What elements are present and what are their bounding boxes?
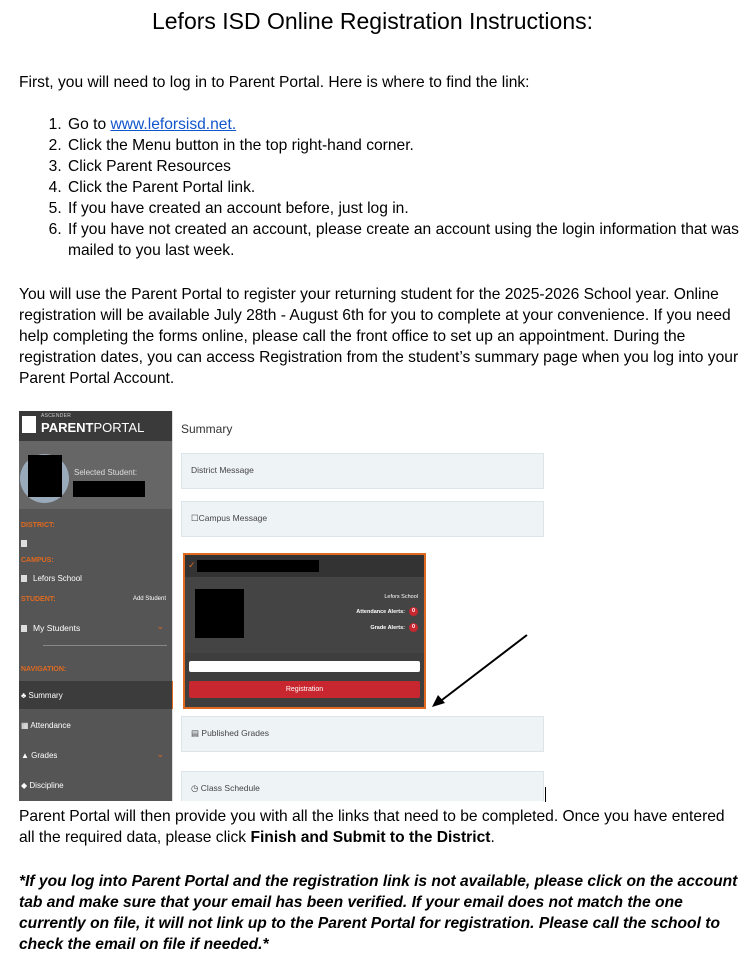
clock-icon: ◷	[191, 783, 199, 793]
step-1-prefix: Go to	[68, 116, 111, 133]
users-icon	[21, 625, 27, 632]
nav-summary[interactable]	[19, 681, 172, 709]
logo-text-light: PORTAL	[93, 420, 145, 435]
district-message-panel[interactable]: District Message	[181, 453, 544, 489]
campus-message-panel[interactable]	[181, 501, 544, 537]
logo-subtitle: ASCENDER	[41, 413, 72, 419]
check-icon: ✓	[188, 560, 196, 570]
district-label: DISTRICT:	[21, 522, 55, 529]
document-icon: ▤	[191, 728, 200, 738]
attendance-alerts-badge: 0	[409, 607, 418, 616]
card-body	[185, 577, 424, 653]
document-title: Lefors ISD Online Registration Instructions:	[151, 8, 594, 34]
step-1	[66, 114, 745, 135]
portal-main	[173, 411, 544, 801]
logo-text	[41, 420, 144, 435]
grade-alerts-badge: 0	[409, 623, 418, 632]
checkbox-icon: ☐	[191, 513, 199, 523]
portal-logo	[19, 411, 172, 441]
links-paragraph	[19, 806, 739, 848]
grade-alerts-label: Grade Alerts:	[370, 624, 405, 631]
attendance-alerts[interactable]	[356, 607, 418, 616]
links-paragraph-end: .	[490, 829, 495, 846]
nav-discipline[interactable]	[19, 771, 172, 799]
step-6: 6. If you have not created an account, please create an account using the login information that was mailed to you last week.	[66, 219, 745, 261]
my-students-label: My Students	[33, 623, 81, 633]
my-students-item[interactable]	[21, 623, 80, 633]
logo-text-bold: PARENT	[41, 420, 94, 435]
nav-discipline-label: Discipline	[29, 781, 64, 790]
nav-attendance-label: Attendance	[30, 721, 71, 730]
card-school-name: Lefors School	[384, 594, 418, 600]
add-student-button[interactable]: Add Student	[132, 596, 166, 602]
grade-alerts[interactable]	[370, 623, 418, 632]
class-schedule-panel[interactable]	[181, 771, 544, 801]
intro-text: First, you will need to log in to Parent Portal. Here is where to find the link:	[19, 74, 530, 91]
district-website-link[interactable]: www.leforsisd.net.	[110, 116, 237, 133]
step-3: 3. Click Parent Resources	[66, 156, 745, 177]
graduation-cap-icon: ▲	[21, 751, 29, 760]
arrow-annotation	[432, 633, 532, 708]
sidebar-divider	[43, 645, 167, 646]
class-schedule-label: Class Schedule	[200, 783, 260, 793]
nav-grades-label: Grades	[31, 751, 58, 760]
finish-submit-text: Finish and Submit to the District	[250, 829, 491, 846]
email-note-paragraph: *If you log into Parent Portal and the registration link is not available, please click on the account tab and make sure that your email has been verified. If your email does not match the one currently on file, it will not link up to the Parent Portal for registration. Please call the school to check the email on file if needed.*	[19, 873, 738, 953]
chevron-down-icon: ⌄	[156, 621, 164, 631]
chevron-down-icon: ⌄	[156, 749, 164, 759]
selected-student-label: Selected Student:	[74, 468, 138, 477]
redacted-student-name	[197, 560, 319, 572]
building-icon	[21, 540, 27, 547]
redacted-photo	[195, 589, 244, 638]
published-grades-label: Published Grades	[201, 728, 269, 738]
ascender-logo-icon	[22, 416, 36, 433]
nav-grades[interactable]	[19, 741, 172, 769]
home-icon: ♣	[21, 691, 27, 700]
published-grades-panel[interactable]	[181, 716, 544, 752]
nav-attendance[interactable]	[19, 711, 172, 739]
step-2: 2. Click the Menu button in the top right-hand corner.	[66, 135, 745, 156]
parent-portal-screenshot	[19, 411, 544, 801]
navigation-label: NAVIGATION:	[21, 666, 67, 673]
gavel-icon: ◆	[21, 781, 28, 790]
school-icon	[21, 575, 27, 582]
student-summary-card	[183, 553, 426, 709]
campus-message-label: Campus Message	[198, 513, 268, 523]
attendance-alerts-label: Attendance Alerts:	[356, 608, 405, 615]
registration-info-paragraph: You will use the Parent Portal to register your returning student for the 2025-2026 School year. Online registration will be available July 28th - August 6th for you to complete at your convenience. If you need help completing the forms online, please call the front office to set up an appointment. During the registration dates, you can access Registration from the student’s summary page when you log into your Parent Portal Account.	[19, 286, 739, 387]
redacted-student-name	[73, 481, 145, 497]
student-label: STUDENT:	[21, 596, 56, 603]
registration-button[interactable]: Registration	[189, 681, 420, 698]
district-item	[21, 539, 33, 548]
instruction-steps	[19, 114, 745, 261]
progress-bar	[189, 661, 420, 672]
portal-sidebar	[19, 411, 172, 801]
card-header	[185, 555, 424, 577]
campus-item	[21, 574, 82, 583]
summary-heading: Summary	[181, 422, 233, 436]
selected-student-area	[19, 441, 172, 509]
step-5: 5. If you have created an account before, just log in.	[66, 198, 745, 219]
nav-summary-label: Summary	[28, 691, 63, 700]
redacted-photo	[28, 455, 62, 497]
campus-label: CAMPUS:	[21, 557, 54, 564]
links-paragraph-text: Parent Portal will then provide you with all the links that need to be completed. Once you have entered all the required data, please click	[19, 808, 725, 846]
calendar-icon: ▦	[21, 721, 29, 730]
step-4: 4. Click the Parent Portal link.	[66, 177, 745, 198]
text-cursor	[545, 787, 546, 802]
campus-name: Lefors School	[33, 574, 82, 583]
